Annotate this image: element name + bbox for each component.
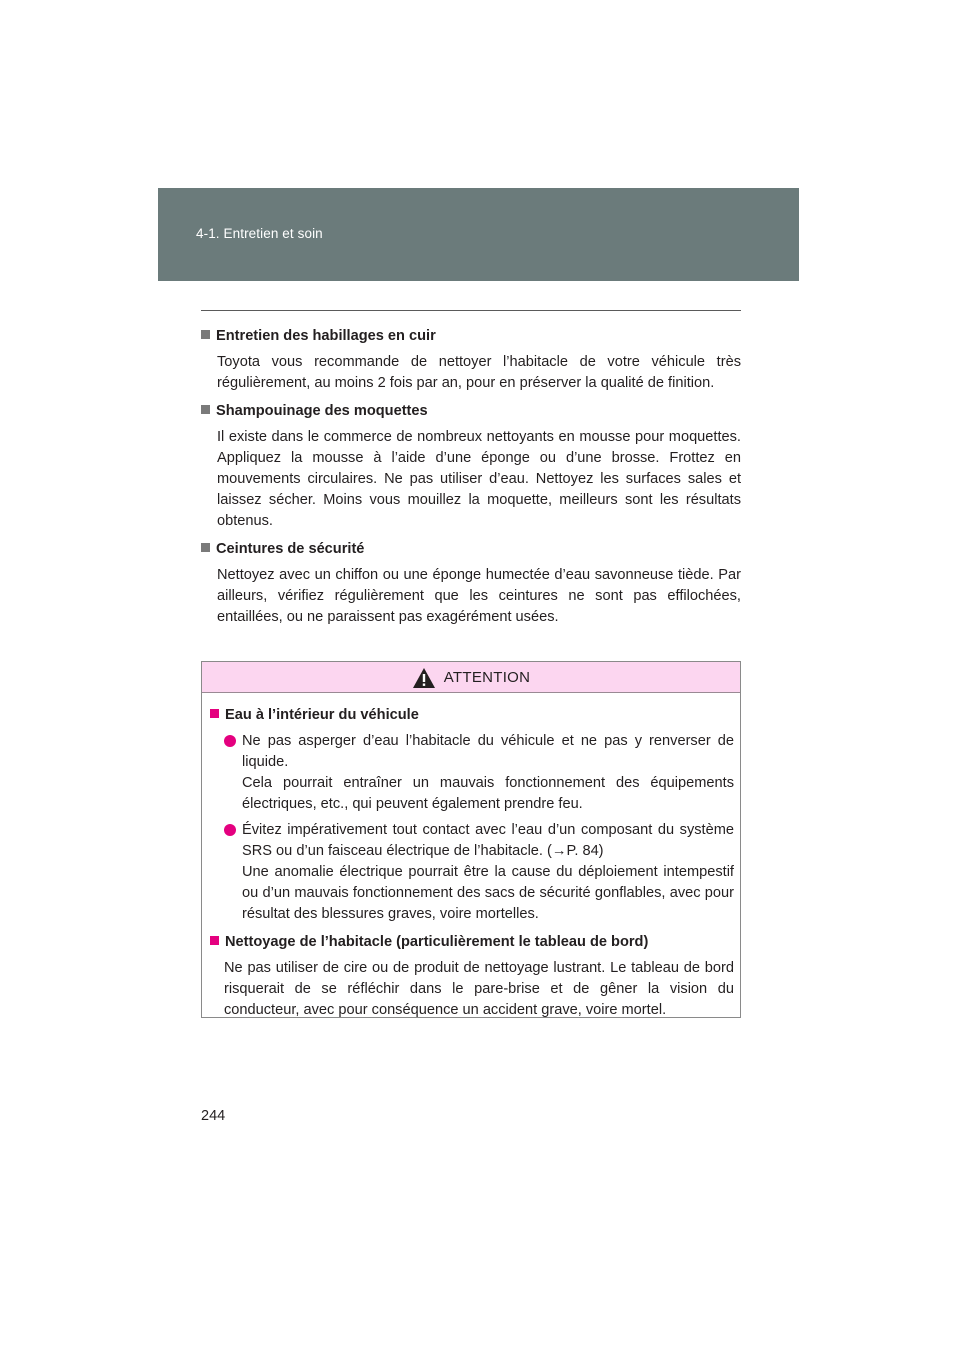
warning-section-water	[210, 705, 734, 925]
warning-section-dashboard	[210, 932, 734, 1021]
divider-rule	[201, 310, 741, 311]
list-item-line: Évitez impérativement tout contact avec l’eau d’un composant du système SRS ou d’un faisceau électrique de l’habitacle. (→P. 84)	[242, 822, 734, 859]
section-heading-text: Shampouinage des moquettes	[216, 403, 428, 419]
square-bullet-icon	[210, 709, 219, 718]
section-heading	[201, 539, 741, 560]
warning-body	[202, 693, 740, 1021]
square-bullet-icon	[201, 405, 210, 414]
list-item	[210, 731, 734, 815]
section-heading-text: Ceintures de sécurité	[216, 541, 365, 557]
section-seat-belts	[201, 539, 741, 628]
list-item-line: Cela pourrait entraîner un mauvais fonctionnement des équipements électriques, etc., qui peuvent également prendre feu.	[242, 775, 734, 812]
warning-box	[201, 661, 741, 1018]
warning-section-heading-text: Eau à l’intérieur du véhicule	[225, 707, 419, 723]
section-heading-text: Entretien des habillages en cuir	[216, 328, 436, 344]
warning-section-body-text: Ne pas utiliser de cire ou de produit de nettoyage lustrant. Le tableau de bord risquerait de se réfléchir dans le pare-brise et de gêner la vision du conducteur, avec pour conséquence un accident grave, voire mortel.	[224, 960, 734, 1018]
warning-header	[202, 662, 740, 693]
circle-bullet-icon	[224, 824, 236, 836]
section-body-text: Il existe dans le commerce de nombreux nettoyants en mousse pour moquettes. Appliquez la mousse à l’aide d’une éponge ou d’une brosse. Frottez en mouvements circulaires. Ne pas utiliser d’eau. Nettoyez les surfaces sales et laissez sécher. Moins vous mouillez la moquette, meilleurs sont les résultats obtenus.	[217, 429, 741, 529]
page-number: 244	[201, 1108, 226, 1124]
section-heading	[201, 326, 741, 347]
section-title: 4-1. Entretien et soin	[196, 226, 323, 241]
warning-label: ATTENTION	[443, 668, 531, 686]
warning-section-heading	[210, 705, 734, 726]
main-content	[201, 326, 741, 635]
list-item	[210, 820, 734, 925]
circle-bullet-icon	[224, 735, 236, 747]
section-leather-care	[201, 326, 741, 394]
list-item-text	[242, 820, 734, 925]
list-item-line: Une anomalie électrique pourrait être la cause du déploiement intempestif ou d’un mauvais fonctionnement des sacs de sécurité gonflables, avec pour résultat des blessures graves, voire mortelles.	[242, 864, 734, 922]
chapter-header-band	[158, 188, 799, 281]
square-bullet-icon	[201, 330, 210, 339]
section-heading	[201, 401, 741, 422]
section-carpet-shampoo	[201, 401, 741, 532]
square-bullet-icon	[201, 543, 210, 552]
square-bullet-icon	[210, 936, 219, 945]
section-body-text: Toyota vous recommande de nettoyer l’habitacle de votre véhicule très régulièrement, au moins 2 fois par an, pour en préserver la qualité de finition.	[217, 354, 741, 391]
warning-section-heading-text: Nettoyage de l’habitacle (particulièrement le tableau de bord)	[225, 934, 649, 950]
list-item-line: Ne pas asperger d’eau l’habitacle du véhicule et ne pas y renverser de liquide.	[242, 733, 734, 770]
section-body-text: Nettoyez avec un chiffon ou une éponge humectée d’eau savonneuse tiède. Par ailleurs, vérifiez régulièrement que les ceintures ne sont pas effilochées, entaillées, ou ne paraissent pas exagérément usées.	[217, 567, 741, 625]
list-item-text	[242, 731, 734, 815]
warning-triangle-icon	[412, 667, 436, 689]
warning-section-heading	[210, 932, 734, 953]
